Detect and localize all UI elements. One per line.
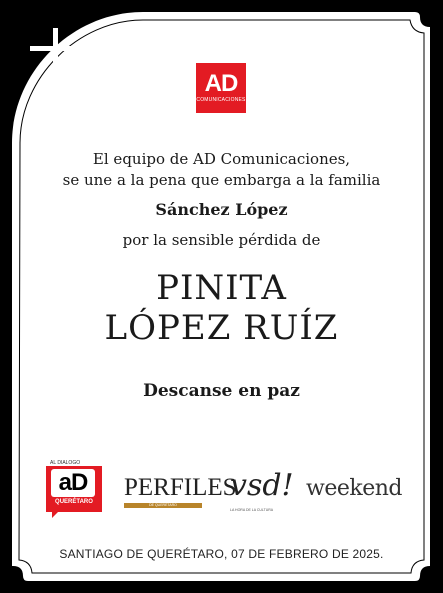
weekend-text: weekend — [306, 476, 402, 501]
vsd-text: vsd! — [230, 468, 294, 503]
perfiles-logo — [124, 474, 237, 507]
weekend-logo — [306, 476, 402, 501]
deceased-first-name: PINITA — [156, 268, 287, 308]
deceased-last-name: LÓPEZ RUÍZ — [104, 308, 339, 348]
message-line-3: por la sensible pérdida de — [122, 231, 321, 249]
ad-comunicaciones-logo — [196, 63, 246, 113]
message-line-1: El equipo de AD Comunicaciones, — [92, 150, 351, 168]
vsd-logo — [230, 468, 294, 512]
vsd-sub-text: LA HORA DE LA CULTURA — [230, 508, 274, 512]
perfiles-sub-text: DE QUERÉTARO — [149, 503, 177, 507]
partner-logos — [38, 462, 408, 522]
closing-phrase: Descanse en paz — [143, 381, 300, 401]
family-name: Sánchez López — [155, 200, 288, 219]
adq-top-text: AL DIALOGO — [50, 460, 81, 466]
cross-icon — [30, 28, 82, 112]
logo-text: AD — [204, 70, 238, 97]
logo-subtext: COMUNICACIONES — [196, 97, 246, 103]
perfiles-text: PERFILES — [124, 474, 237, 501]
adq-main-text: aD — [51, 469, 95, 497]
ad-queretaro-logo — [46, 462, 106, 520]
adq-sub-text: QUERÉTARO — [55, 499, 93, 505]
footer-place-date: SANTIAGO DE QUERÉTARO, 07 DE FEBRERO DE 2025. — [59, 547, 384, 561]
message-line-2: se une a la pena que embarga a la familia — [62, 171, 381, 189]
